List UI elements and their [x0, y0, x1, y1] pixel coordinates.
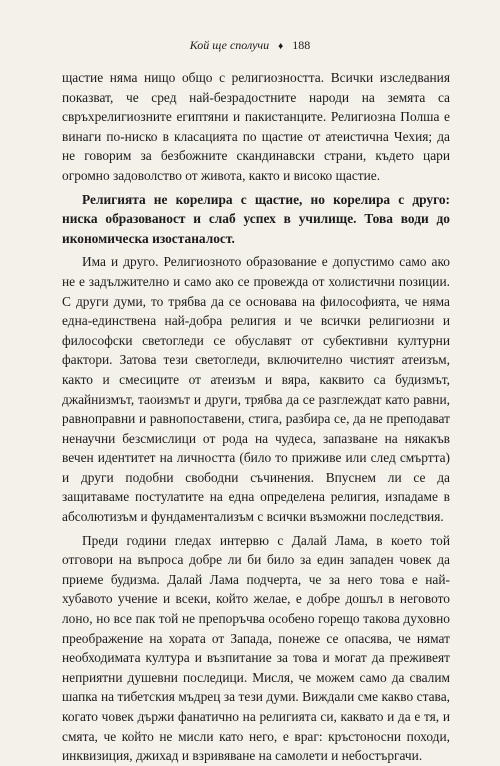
paragraph-3: Има и друго. Религиозното образование е допустимо само ако не е задължително и само ако се провежда от холистични позиции. С други думи, то трябва да се основава на философията, че няма една-единствена най-добра религия и че всички религиозни и философски светогледи се обуславят от субективни културни фактори. Затова тези светогледи, включително чистият атеизъм, както и смесиците от атеизъм и вяра, каквито са будизмът, джайнизмът, таоизмът и други, трябва да се разглеждат като равни, равноправни и равнопоставени, стига, разбира се, да не преподават ненаучни безсмислици от рода на чудеса, запазване на някакъв вечен идентитет на личността (било то приживе или след смъртта) и други подобни свободни съчинения. Впуснем ли се да защитаваме постулатите на една определена религия, изпадаме в абсолютизъм и фундаментализъм с всички възможни последствия.	[62, 254, 450, 525]
paragraph-1: щастие няма нищо общо с религиозността. Всички изследвания показват, че сред най-безрадостните народи на земята са свръхрелигиозните египтяни и пакистанците. Религиозна Полша е винаги по-ниско в класацията по щастие от атеистична Чехия; да не говорим за безбожните скандинавски страни, където цари огромно задоволство от живота, както и високо щастие.	[62, 70, 450, 183]
page-body	[62, 68, 450, 766]
running-header	[0, 38, 500, 54]
bold-thesis-paragraph: Религията не корелира с щастие, но корелира с друго: ниска образованост и слаб успех в училище. Това води до икономическа изостаналост.	[62, 191, 450, 246]
paragraph-4: Преди години гледах интервю с Далай Лама, в което той отговори на въпроса добре ли би било за един западен човек да приеме будизма. Далай Лама подчерта, че за него това е най-хубавото учение и всеки, който желае, е добре дошъл в неговото лоно, но все пак той не препоръчва особено горещо такова духовно преображение на хората от Запада, понеже се опасява, че нямат необходимата култура и възпитание за това и могат да преживеят неприятни душевни последици. Мисля, че можем само да свалим шапка на тибетския мъдрец за тези думи. Виждали сме какво става, когато човек държи фанатично на религията си, каквато и да е тя, и смята, че който не мисли като него, е враг: кръстоносни походи, инквизиция, джихад и взривяване на самолети и небостъргачи.	[62, 532, 450, 764]
diamond-separator-icon: ♦	[278, 41, 284, 52]
header-title: Кой ще сполучи	[189, 38, 270, 52]
page-number: 188	[292, 38, 311, 52]
